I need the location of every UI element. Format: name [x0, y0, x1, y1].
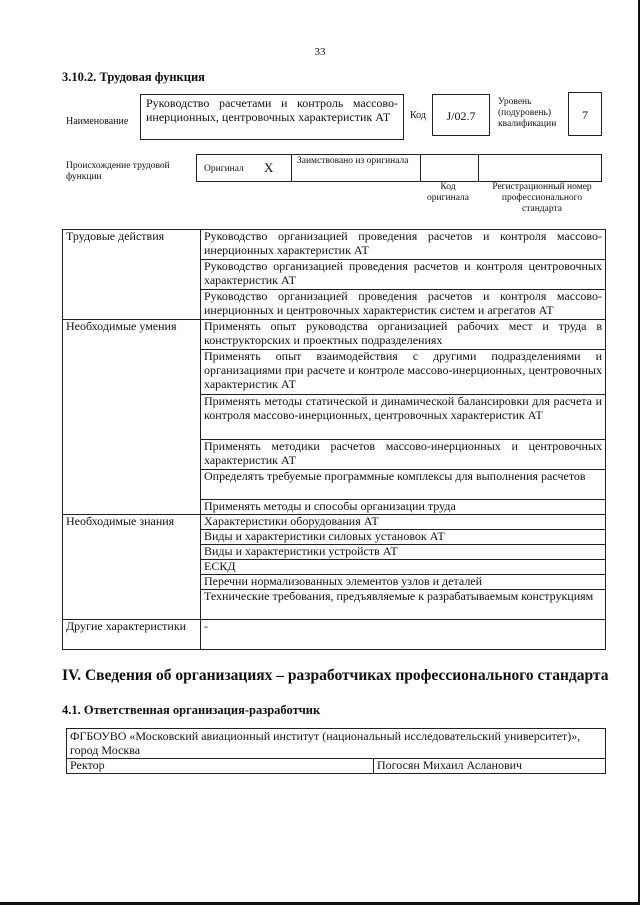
borrowed-label: Заимствовано из оригинала: [297, 156, 409, 166]
table-cell: ЕСКД: [201, 560, 606, 575]
table-cell: Применять опыт руководства организацией рабочих мест и труда в конструкторских и проектных подразделениях: [201, 320, 606, 350]
table-cell: Применять методики расчетов массово-инерционных и центровочных характеристик АТ: [201, 440, 606, 470]
table-cell: Применять опыт взаимодействия с другими подразделениями и организациями при расчете и контроле массово-инерционных, центровочных характеристик АТ: [201, 350, 606, 395]
table-row: [63, 515, 606, 530]
row-header: Трудовые действия: [63, 230, 201, 320]
function-code: J/02.7: [432, 94, 490, 136]
code-label: Код: [410, 110, 426, 121]
table-cell: Перечни нормализованных элементов узлов и деталей: [201, 575, 606, 590]
reg-number-label: Регистрационный номер профессионального стандарта: [492, 182, 592, 214]
code-original-label: Код оригинала: [427, 182, 469, 203]
table-row: [67, 759, 606, 774]
table-cell: Определять требуемые программные комплексы для выполнения расчетов: [201, 470, 606, 500]
table-row: [63, 230, 606, 260]
section-4-1-title: 4.1. Ответственная организация-разработчик: [62, 703, 321, 717]
name-label: Наименование: [66, 116, 129, 127]
table-cell: Виды и характеристики устройств АТ: [201, 545, 606, 560]
qualification-level: 7: [568, 92, 602, 136]
organization-name: ФГБОУВО «Московский авиационный институт (национальный исследовательский университет)», город Москва: [67, 729, 606, 759]
table-row: [67, 729, 606, 759]
function-name: Руководство расчетами и контроль массово-инерционных, центровочных характеристик АТ: [140, 94, 404, 140]
table-row: [63, 620, 606, 650]
table-cell: Характеристики оборудования АТ: [201, 515, 606, 530]
row-header: Другие характеристики: [63, 620, 201, 650]
original-mark: X: [264, 160, 274, 175]
table-cell: Технические требования, предъявляемые к разрабатываемым конструкциям: [201, 590, 606, 620]
origin-label: Происхождение трудовой функции: [66, 161, 170, 182]
table-row: [63, 320, 606, 350]
level-label: Уровень (подуровень) квалификации: [498, 97, 557, 129]
original-label: Оригинал: [204, 164, 244, 174]
function-details-table: [62, 229, 606, 650]
organization-head: Погосян Михаил Асланович: [374, 759, 606, 774]
organization-table: [66, 728, 606, 774]
table-cell: Применять методы статической и динамической балансировки для расчета и контроля массово-инерционных, центровочных характеристик АТ: [201, 395, 606, 440]
table-cell: -: [201, 620, 606, 650]
table-cell: Руководство организацией проведения расчетов и контроля массово-инерционных характеристик АТ: [201, 230, 606, 260]
table-cell: Руководство организацией проведения расчетов и контроля центровочных характеристик АТ: [201, 260, 606, 290]
table-cell: Виды и характеристики силовых установок АТ: [201, 530, 606, 545]
table-cell: Руководство организацией проведения расчетов и контроля массово-инерционных и центровочных характеристик систем и агрегатов АТ: [201, 290, 606, 320]
organization-position: Ректор: [67, 759, 374, 774]
origin-row: [196, 154, 602, 182]
row-header: Необходимые умения: [63, 320, 201, 515]
table-cell: Применять методы и способы организации труда: [201, 500, 606, 515]
page-number: 33: [314, 46, 326, 58]
section-title: 3.10.2. Трудовая функция: [62, 70, 205, 84]
section-4-title: IV. Сведения об организациях – разработчиках профессионального стандарта: [62, 667, 609, 684]
row-header: Необходимые знания: [63, 515, 201, 620]
